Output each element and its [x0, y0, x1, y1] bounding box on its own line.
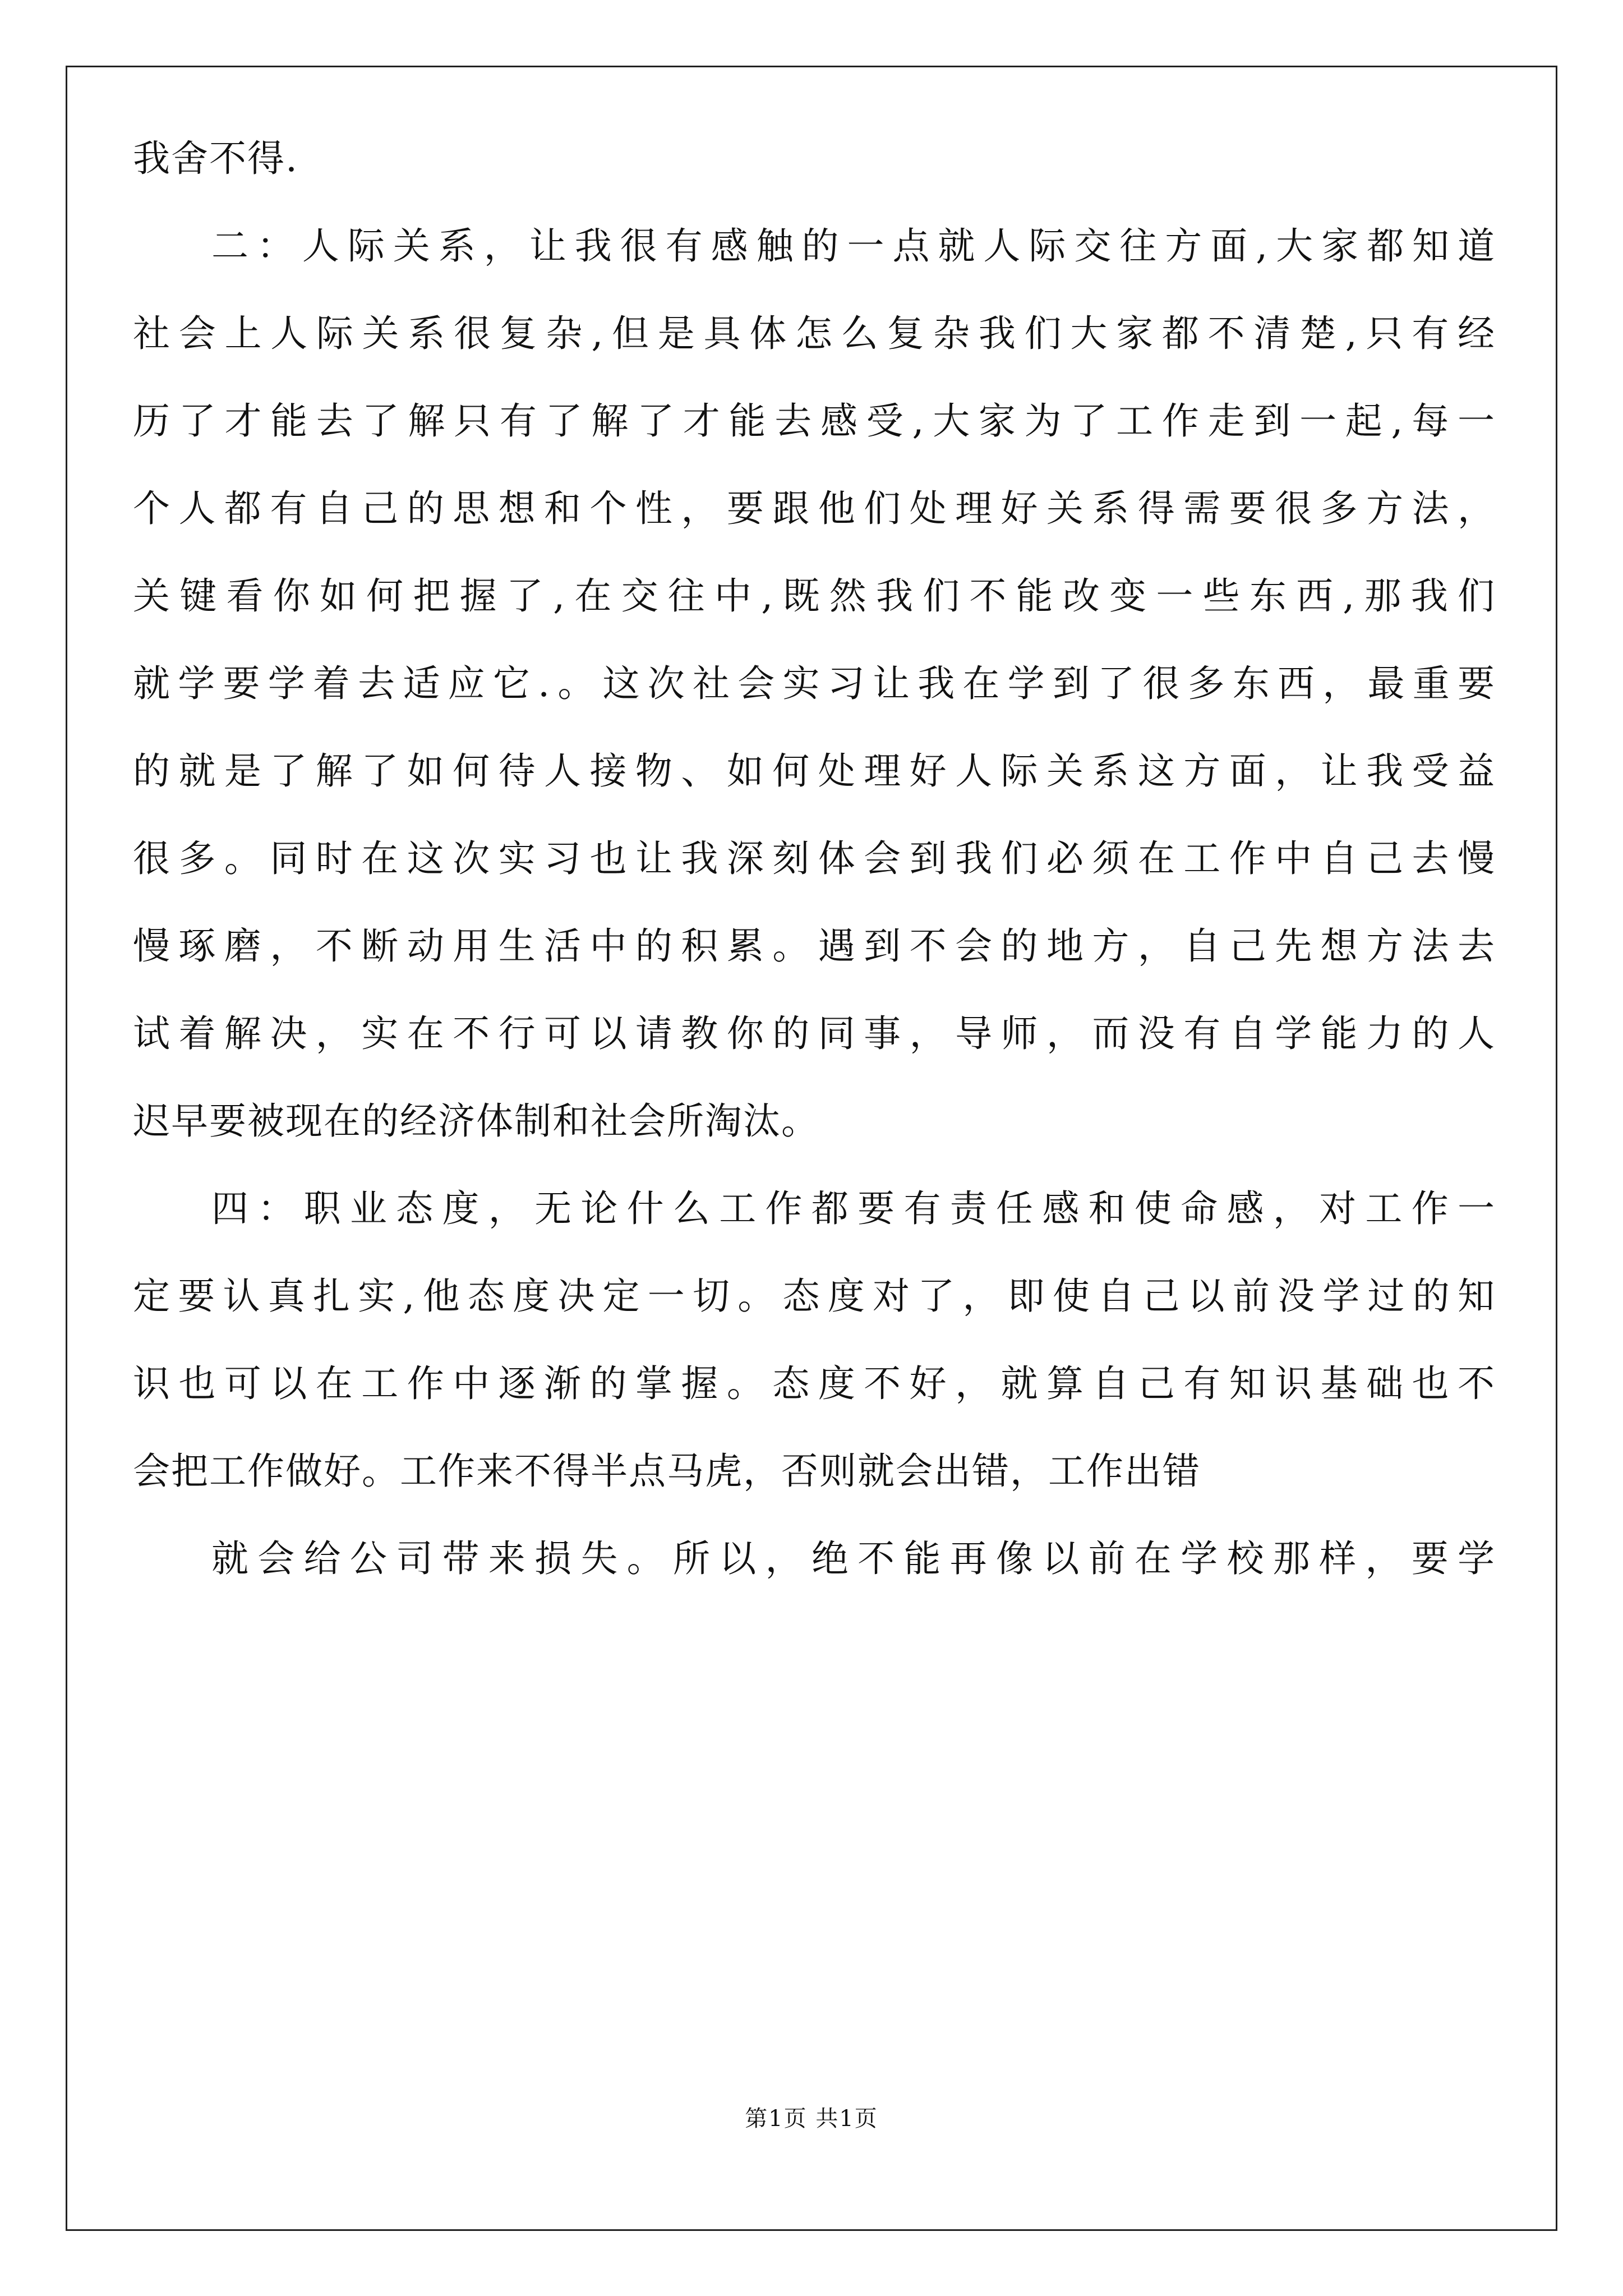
text-line: 定要认真扎实,他态度决定一切。态度对了，即使自己以前没学过的知 [133, 1274, 1496, 1318]
text-line: 很多。同时在这次实习也让我深刻体会到我们必须在工作中自己去慢 [133, 837, 1496, 880]
text-line: 会把工作做好。工作来不得半点马虎，否则就会出错，工作出错 [133, 1450, 1201, 1493]
text-line: 慢琢磨，不断动用生活中的积累。遇到不会的地方，自己先想方法去 [133, 924, 1496, 968]
text-line: 个人都有自己的思想和个性，要跟他们处理好关系得需要很多方法， [133, 487, 1496, 530]
text-line: 迟早要被现在的经济体制和社会所淘汰。 [133, 1099, 819, 1143]
text-line: 就学要学着去适应它.。这次社会实习让我在学到了很多东西，最重要 [133, 662, 1496, 705]
text-line: 我舍不得. [133, 137, 298, 180]
text-line: 的就是了解了如何待人接物、如何处理好人际关系这方面，让我受益 [133, 749, 1496, 793]
text-line: 试着解决，实在不行可以请教你的同事，导师，而没有自学能力的人 [133, 1012, 1496, 1055]
text-line: 关键看你如何把握了,在交往中,既然我们不能改变一些东西,那我们 [133, 574, 1496, 618]
paragraph-start-line: 四：职业态度，无论什么工作都要有责任感和使命感，对工作一 [211, 1187, 1496, 1230]
text-line: 识也可以在工作中逐渐的掌握。态度不好，就算自己有知识基础也不 [133, 1362, 1496, 1405]
page-footer: 第1页 共1页 [745, 2106, 878, 2132]
text-line: 历了才能去了解只有了解了才能去感受,大家为了工作走到一起,每一 [133, 399, 1496, 443]
paragraph-start-line: 二：人际关系，让我很有感触的一点就人际交往方面,大家都知道 [211, 224, 1496, 268]
text-line: 社会上人际关系很复杂,但是具体怎么复杂我们大家都不清楚,只有经 [133, 312, 1496, 355]
document-body [133, 115, 1496, 1603]
paragraph-start-line: 就会给公司带来损失。所以，绝不能再像以前在学校那样，要学 [211, 1537, 1496, 1580]
